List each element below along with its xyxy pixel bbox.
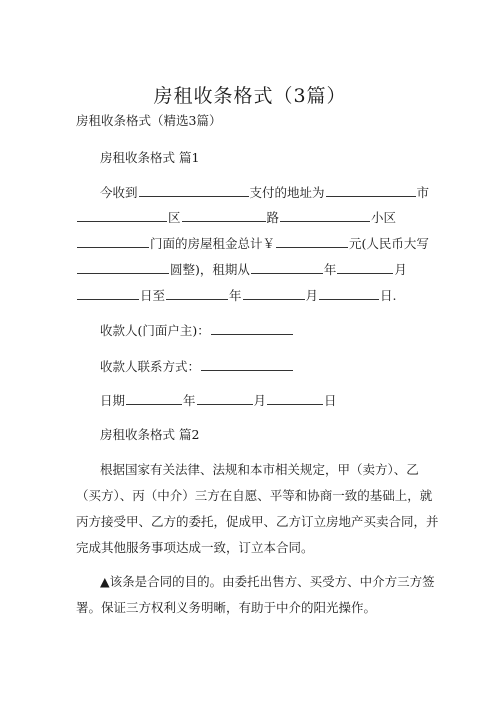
receipt-text: 年 — [229, 288, 242, 303]
contact-line — [100, 358, 294, 375]
receipt-text: 支付的地址为 — [249, 185, 325, 200]
blank-contact — [201, 358, 293, 371]
receipt-text: 路 — [266, 210, 280, 225]
blank-end-year — [166, 287, 228, 300]
receipt-text: 市 — [416, 185, 430, 200]
blank-end-day — [319, 287, 379, 300]
receipt-text: 小区 — [371, 210, 397, 225]
receipt-line-1 — [100, 184, 429, 201]
receipt-text: 元(人民币大写 — [349, 236, 429, 251]
paragraph-line: 丙方接受甲、乙方的委托，促成甲、乙方订立房地产买卖合同，并 — [76, 514, 439, 529]
blank-unit — [77, 235, 149, 248]
blank-end-month — [243, 287, 305, 300]
blank-start-day — [77, 287, 139, 300]
blank-start-month — [337, 261, 393, 274]
blank-date-month — [197, 392, 253, 405]
receipt-text: 年 — [323, 262, 337, 277]
receipt-text: 今收到 — [100, 185, 138, 200]
section2-heading: 房租收条格式 篇2 — [100, 427, 200, 442]
date-text: 年 — [183, 393, 196, 408]
contact-label: 收款人联系方式： — [100, 359, 201, 374]
receipt-text: 区 — [168, 210, 181, 225]
receipt-line-4 — [76, 261, 407, 278]
date-line — [100, 392, 337, 409]
paragraph-line: 完成其他服务事项达成一致，订立本合同。 — [76, 540, 314, 555]
receipt-text: 圆整)，租期从 — [170, 262, 250, 277]
date-text: 日 — [324, 393, 337, 408]
blank-amount — [276, 235, 348, 248]
receipt-line-5 — [76, 287, 397, 304]
blank-amount-words — [77, 261, 169, 274]
receipt-line-2 — [76, 209, 396, 226]
paragraph-line: （买方）、丙（中介）三方在自愿、平等和协商一致的基础上，就 — [76, 488, 433, 503]
blank-payer — [139, 184, 249, 197]
blank-payee — [211, 322, 293, 335]
receipt-line-3 — [76, 235, 429, 252]
receipt-text: 月 — [394, 262, 407, 277]
payee-label: 收款人(门面户主)： — [100, 323, 210, 338]
blank-community — [280, 209, 370, 222]
section1-heading: 房租收条格式 篇1 — [100, 150, 200, 165]
date-text: 月 — [253, 393, 267, 408]
blank-district — [77, 209, 167, 222]
document-subtitle: 房租收条格式（精选3篇） — [76, 113, 222, 128]
paragraph-line: 署。保证三方权利义务明晰，有助于中介的阳光操作。 — [76, 600, 377, 615]
paragraph-line: 根据国家有关法律、法规和本市相关规定，甲（卖方）、乙 — [100, 462, 419, 477]
blank-start-year — [251, 261, 323, 274]
payee-line — [100, 322, 294, 339]
blank-date-year — [126, 392, 182, 405]
blank-city — [326, 184, 416, 197]
blank-road — [182, 209, 266, 222]
receipt-text: 日至 — [140, 288, 166, 303]
document-title: 房租收条格式（3篇） — [153, 85, 347, 107]
receipt-text: 月 — [305, 288, 319, 303]
receipt-text: 日. — [380, 288, 397, 303]
blank-date-day — [267, 392, 323, 405]
paragraph-line: ▲该条是合同的目的。由委托出售方、买受方、中介方三方签 — [100, 574, 435, 589]
receipt-text: 门面的房屋租金总计￥ — [150, 236, 276, 251]
date-label: 日期 — [100, 393, 126, 408]
